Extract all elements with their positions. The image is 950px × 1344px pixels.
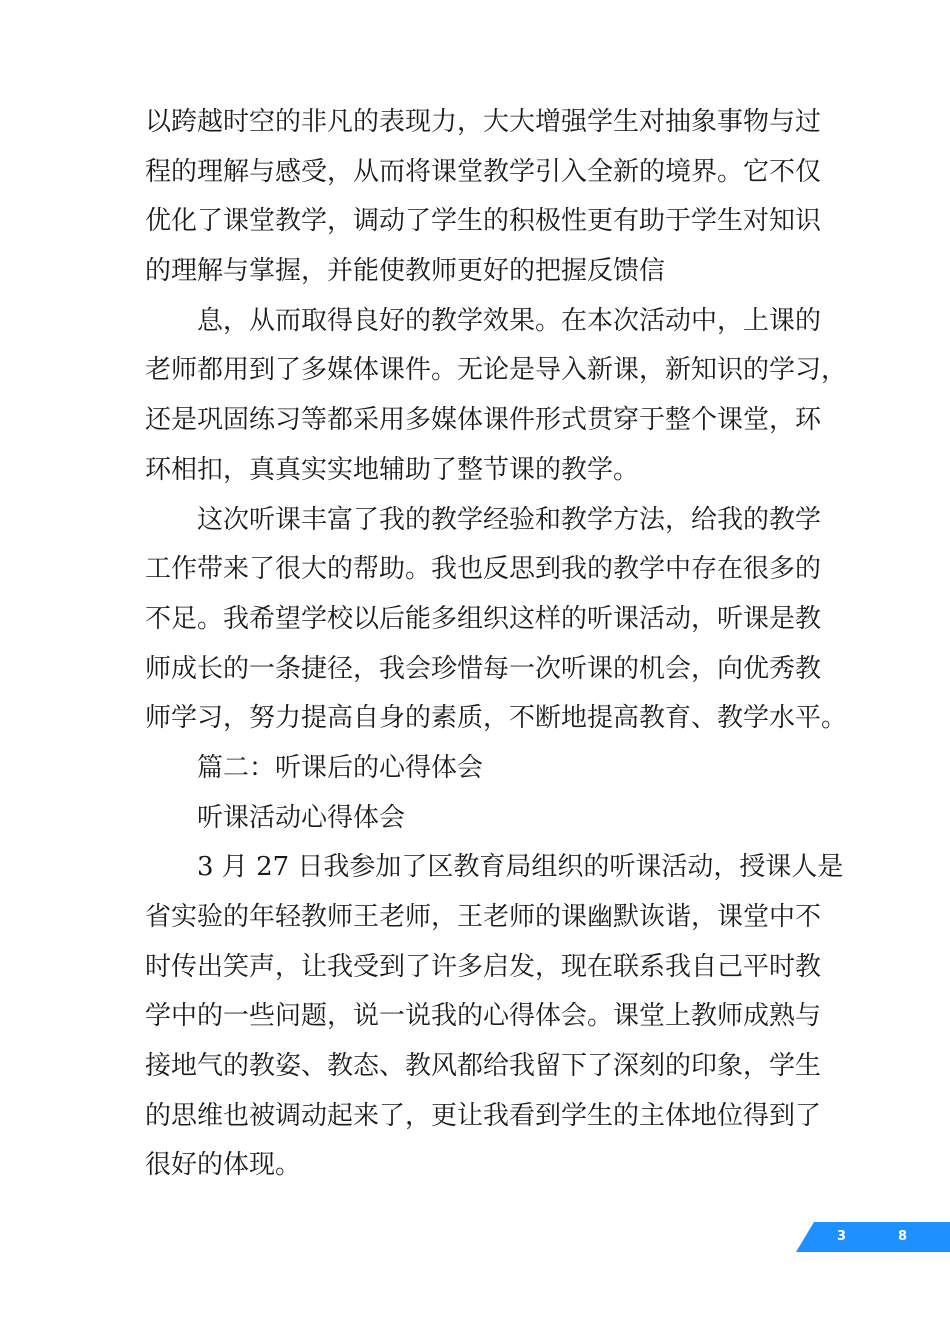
text-line: 接地气的教姿、教态、教风都给我留下了深刻的印象，学生 [145,1051,822,1082]
text-line: 程的理解与感受，从而将课堂教学引入全新的境界。它不仅 [145,156,822,187]
current-page-number: 3 [837,1229,847,1244]
text-line: 优化了课堂教学，调动了学生的积极性更有助于学生对知识 [145,206,822,237]
page-badge-shape [796,1222,950,1252]
text-line: 很好的体现。 [145,1150,302,1181]
text-line: 不足。我希望学校以后能多组织这样的听课活动，听课是教 [145,603,822,634]
text-line: 环相扣，真真实实地辅助了整节课的教学。 [145,454,640,485]
text-line: 以跨越时空的非凡的表现力，大大增强学生对抽象事物与过 [145,107,822,137]
text-line: 这次听课丰富了我的教学经验和教学方法，给我的教学 [197,504,822,535]
text-line: 省实验的年轻教师王老师，王老师的课幽默诙谐，课堂中不 [145,902,822,932]
text-line: 老师都用到了多媒体课件。无论是导入新课，新知识的学习， [145,355,848,386]
document-body [145,98,848,1191]
text-line: 时传出笑声，让我受到了许多启发，现在联系我自己平时教 [145,951,822,982]
article-title: 听课活动心得体会 [197,802,406,833]
text-line: 的理解与掌握，并能使教师更好的把握反馈信 [145,256,666,287]
text-line: 学中的一些问题，说一说我的心得体会。课堂上教师成熟与 [145,1001,822,1032]
text-line: 还是巩固练习等都采用多媒体课件形式贯穿于整个课堂，环 [145,405,822,436]
text-line: 3 月 27 日我参加了区教育局组织的听课活动，授课人是 [197,852,844,883]
text-line: 的思维也被调动起来了，更让我看到学生的主体地位得到了 [145,1100,822,1131]
text-line: 师成长的一条捷径，我会珍惜每一次听课的机会，向优秀教 [145,653,822,684]
section-heading: 篇二：听课后的心得体会 [197,752,484,783]
text-line: 工作带来了很大的帮助。我也反思到我的教学中存在很多的 [145,554,822,585]
total-pages-number: 8 [898,1229,908,1244]
text-line: 师学习，努力提高自身的素质，不断地提高教育、教学水平。 [145,703,848,734]
page-number-badge [796,1222,950,1252]
text-line: 息，从而取得良好的教学效果。在本次活动中，上课的 [197,305,822,336]
